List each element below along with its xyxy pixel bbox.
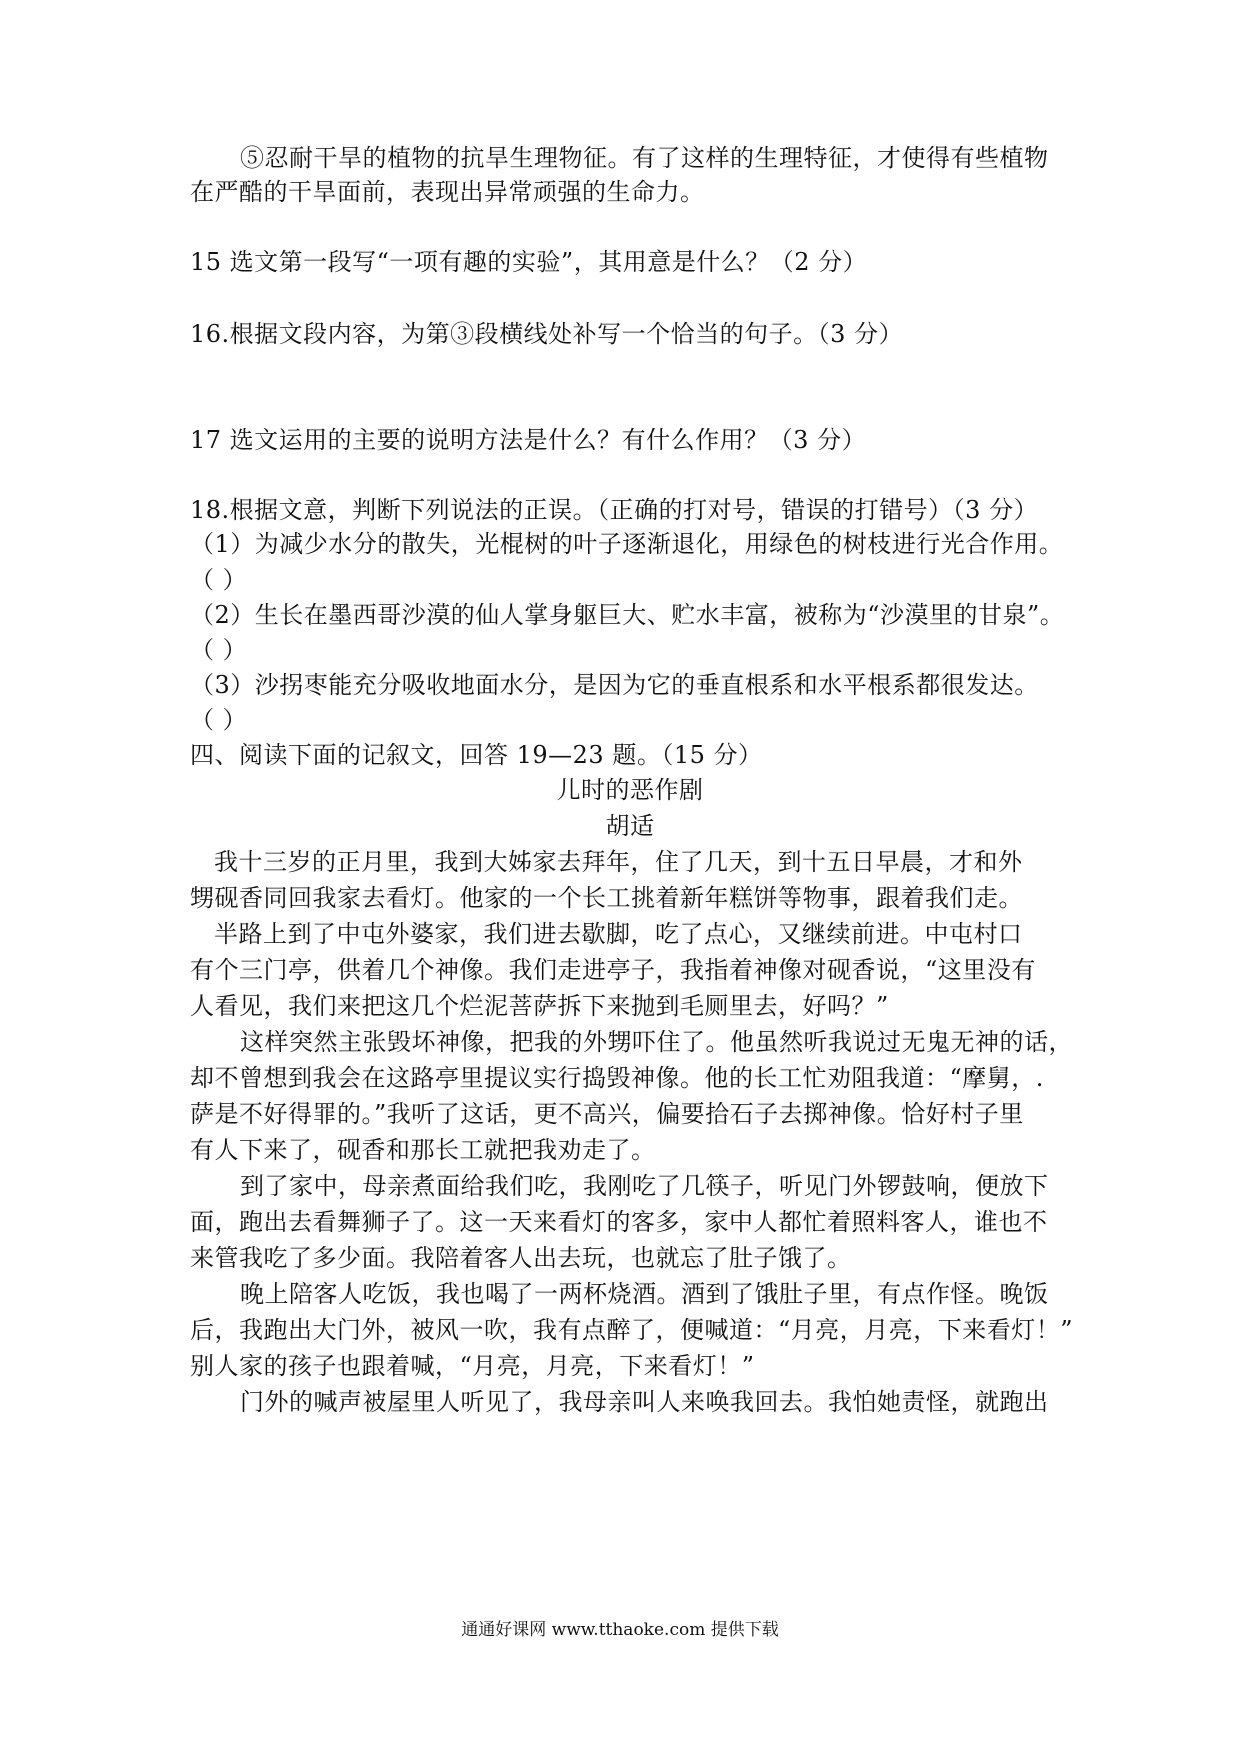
- question-18-item-3: （3）沙拐枣能充分吸收地面水分，是因为它的垂直根系和水平根系都很发达。: [190, 671, 1039, 699]
- story-line: 面，跑出去看舞狮子了。这一天来看灯的客多，家中人都忙着照料客人，谁也不: [190, 1208, 1048, 1236]
- story-line: 别人家的孩子也跟着喊，“月亮，月亮，下来看灯！”: [190, 1352, 755, 1380]
- answer-blank-3: （ ）: [190, 706, 248, 734]
- story-line: 萨是不好得罪的。”我听了这话，更不高兴，偏要拾石子去掷神像。恰好村子里: [190, 1100, 1024, 1128]
- story-line: 却不曾想到我会在这路亭里提议实行捣毁神像。他的长工忙劝阻我道：“摩舅，.: [190, 1064, 1044, 1092]
- story-author: 胡适: [605, 812, 655, 840]
- story-line: 这样突然主张毁坏神像，把我的外甥吓住了。他虽然听我说过无鬼无神的话，: [240, 1028, 1073, 1056]
- story-line: 有人下来了，砚香和那长工就把我劝走了。: [190, 1136, 656, 1164]
- answer-blank-1: （ ）: [190, 566, 248, 594]
- section-heading: 四、阅读下面的记叙文，回答 19—23 题。（15 分）: [190, 741, 763, 769]
- story-line: 甥砚香同回我家去看灯。他家的一个长工挑着新年糕饼等物事，跟着我们走。: [190, 884, 1023, 912]
- question-18-stem: 18.根据文意，判断下列说法的正误。（正确的打对号，错误的打错号）（3 分）: [190, 496, 1039, 524]
- passage-line: 在严酷的干旱面前，表现出异常顽强的生命力。: [190, 178, 705, 206]
- story-line: 我十三岁的正月里，我到大姊家去拜年，住了几天，到十五日早晨，才和外: [214, 848, 1023, 876]
- story-line: 人看见，我们来把这几个烂泥菩萨拆下来抛到毛厕里去，好吗？”: [190, 992, 889, 1020]
- story-line: 后，我跑出大门外，被风一吹，我有点醉了，便喊道：“月亮，月亮，下来看灯！”: [190, 1316, 1074, 1344]
- story-title: 儿时的恶作剧: [556, 776, 704, 804]
- question-15: 15 选文第一段写“一项有趣的实验”，其用意是什么？（2 分）: [190, 248, 868, 276]
- story-line: 门外的喊声被屋里人听见了，我母亲叫人来唤我回去。我怕她责怪，就跑出: [240, 1388, 1049, 1416]
- passage-line: ⑤忍耐干旱的植物的抗旱生理物征。有了这样的生理特征，才使得有些植物: [240, 144, 1049, 172]
- question-18-item-1: （1）为减少水分的散失，光棍树的叶子逐渐退化，用绿色的树枝进行光合作用。: [190, 530, 1064, 558]
- footer-text: 通通好课网 www.tthaoke.com 提供下载: [461, 1620, 779, 1640]
- story-line: 半路上到了中屯外婆家，我们进去歇脚，吃了点心，又继续前进。中屯村口: [214, 920, 1023, 948]
- story-line: 有个三门亭，供着几个神像。我们走进亭子，我指着神像对砚香说，“这里没有: [190, 956, 1036, 984]
- question-17: 17 选文运用的主要的说明方法是什么？有什么作用？（3 分）: [190, 426, 867, 454]
- story-line: 来管我吃了多少面。我陪着客人出去玩，也就忘了肚子饿了。: [190, 1244, 852, 1272]
- question-18-item-2: （2）生长在墨西哥沙漠的仙人掌身躯巨大、贮水丰富，被称为“沙漠里的甘泉”。: [190, 601, 1065, 629]
- answer-blank-2: （ ）: [190, 636, 248, 664]
- story-line: 晚上陪客人吃饭，我也喝了一两杯烧酒。酒到了饿肚子里，有点作怪。晚饭: [240, 1280, 1049, 1308]
- story-line: 到了家中，母亲煮面给我们吃，我刚吃了几筷子，听见门外锣鼓响，便放下: [240, 1172, 1049, 1200]
- question-16: 16.根据文段内容，为第③段横线处补写一个恰当的句子。（3 分）: [190, 320, 904, 348]
